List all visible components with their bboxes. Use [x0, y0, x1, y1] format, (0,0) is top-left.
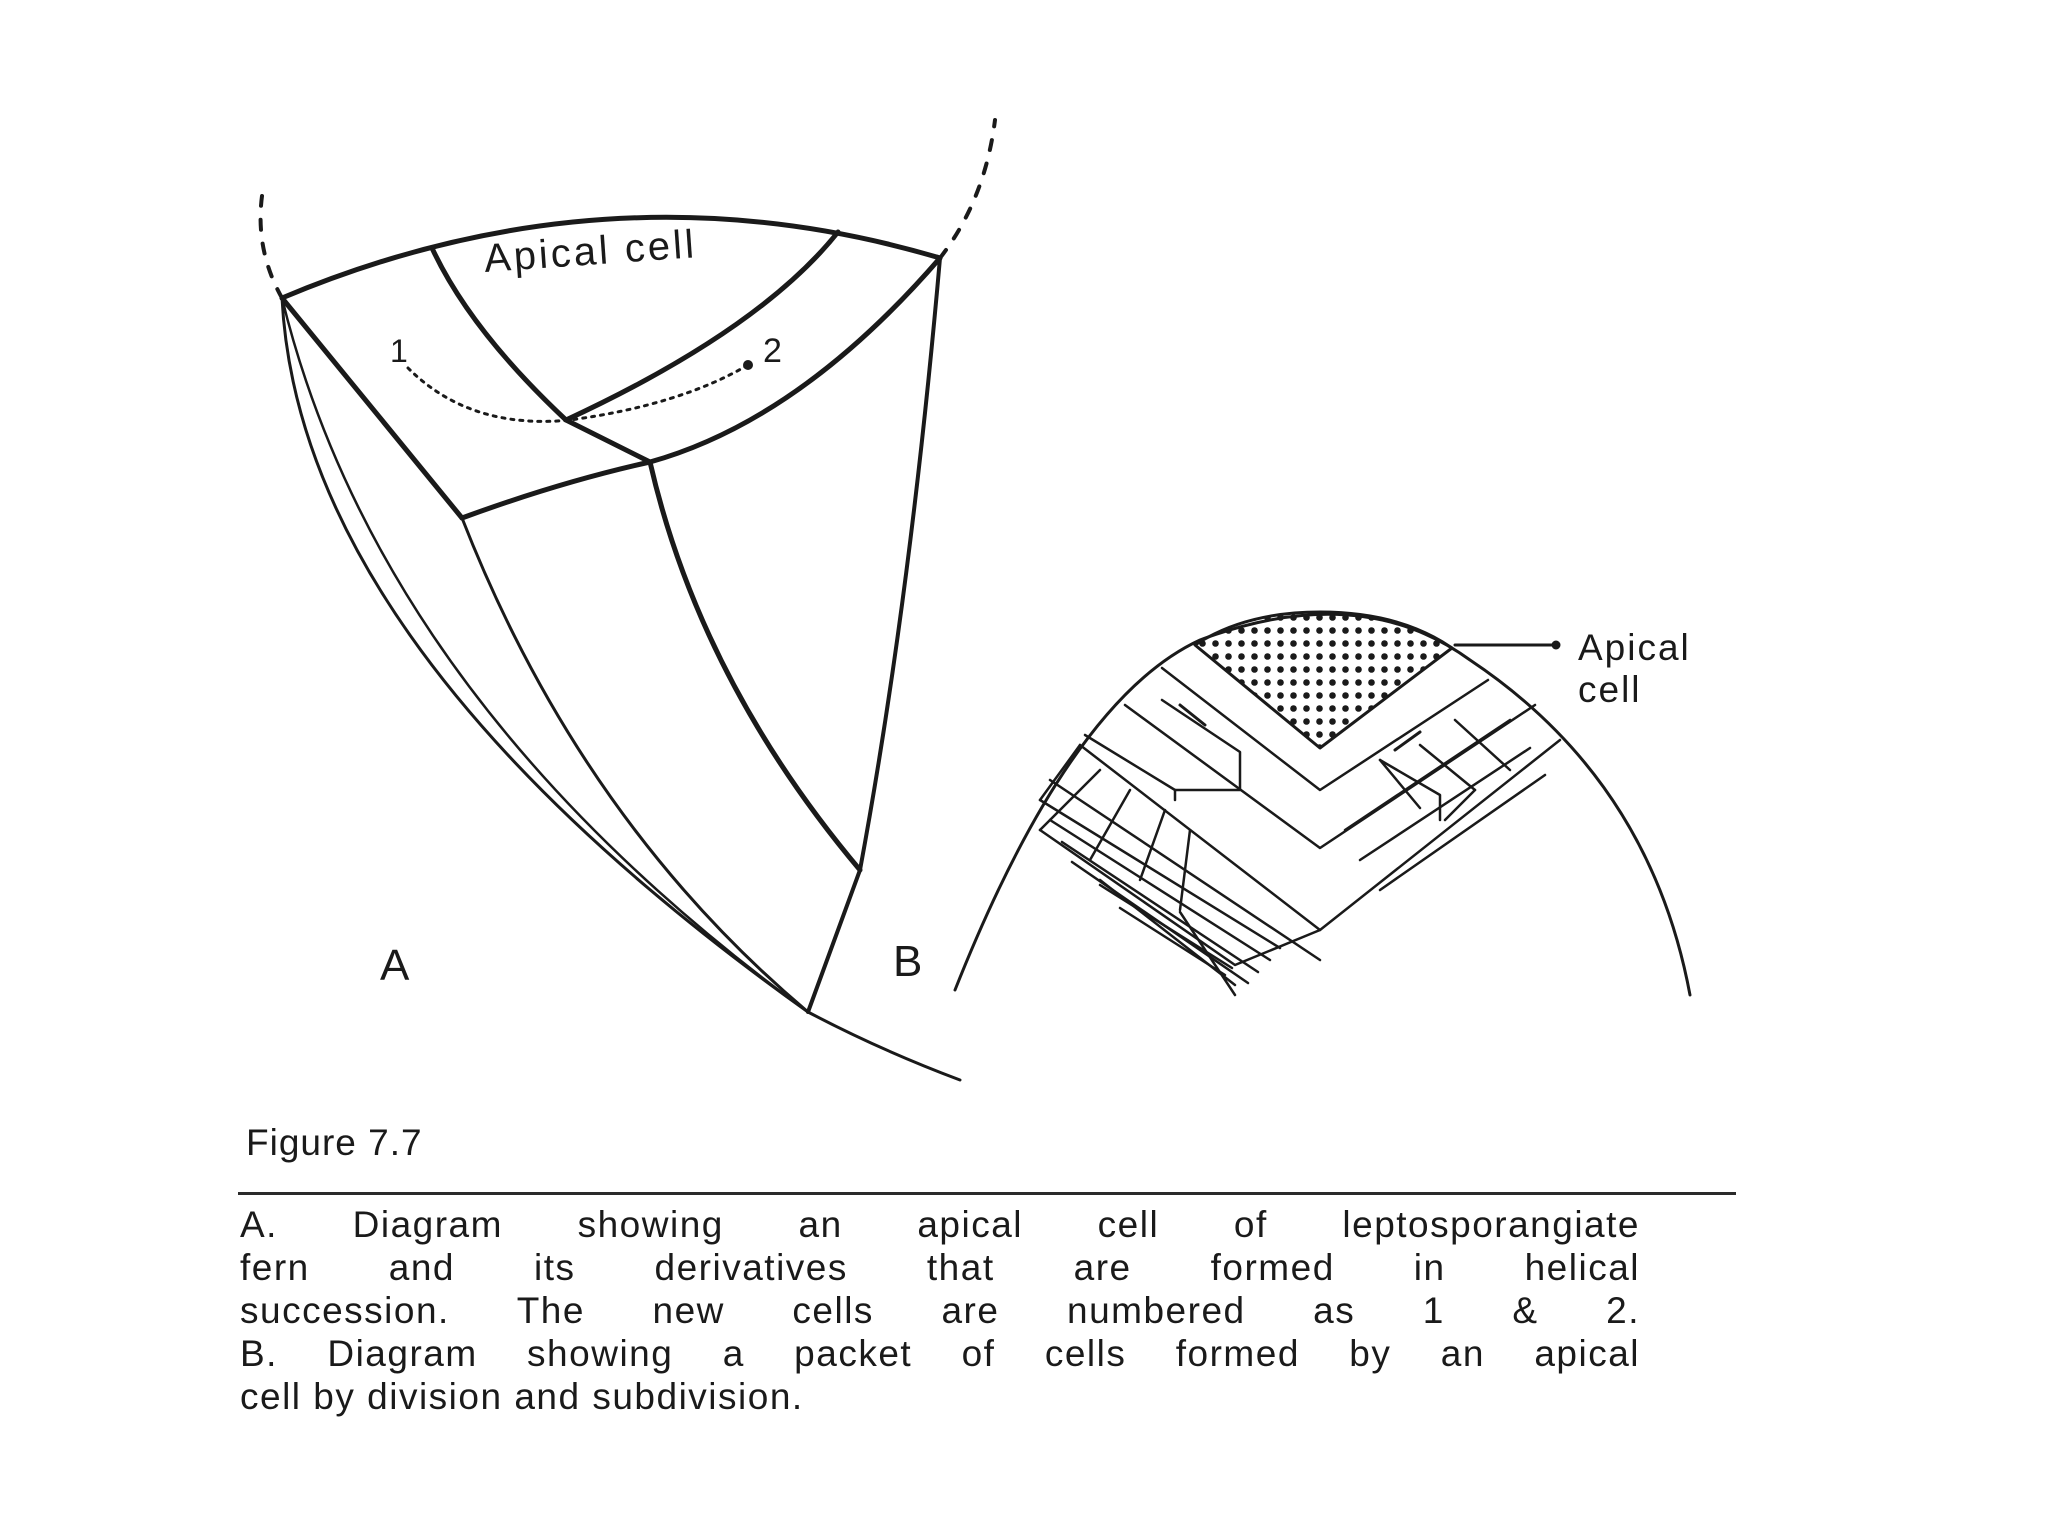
caption-line-2: fern and its derivatives that are formed in helical [240, 1247, 1640, 1288]
outer-surface-dashed-left [261, 196, 282, 298]
apical-pointer-dot [1552, 641, 1561, 650]
marker-2-dot [743, 360, 753, 370]
division-wall-left [432, 248, 650, 462]
apical-cell-label-b-line2: cell [1578, 669, 1642, 710]
caption-line-3: succession. The new cells are numbered as 1 & 2. [240, 1290, 1640, 1331]
left-wall [282, 298, 462, 518]
left-packet-line-3 [1062, 842, 1258, 972]
left-wall-block [1162, 700, 1240, 790]
caption-line-5: cell by division and subdivision. [240, 1376, 804, 1417]
inner-arrow-right [1395, 732, 1420, 750]
diagram-a [261, 120, 995, 1080]
outer-surface-dashed-right [940, 120, 995, 258]
helix-marker-2: 2 [763, 332, 782, 370]
diagram-b [893, 612, 1691, 995]
left-packet-line-5 [1100, 885, 1232, 968]
cone-inner-line [462, 518, 808, 1012]
cone-inner-curve-left [282, 298, 808, 1012]
apical-cell-label-a: Apical cell [482, 222, 699, 281]
left-packet-line-2 [1050, 820, 1270, 960]
central-wall [650, 462, 860, 870]
diagram-b-label: B [893, 937, 923, 986]
caption-line-1: A. Diagram showing an apical cell of leptosporangiate [240, 1204, 1640, 1245]
cone-right-edge [808, 258, 940, 1012]
diagram-a-label: A [380, 941, 410, 990]
apical-cell-label-b-line1: Apical [1578, 627, 1691, 668]
right-packet-corner [1380, 760, 1475, 820]
left-packet-verticals [1040, 770, 1190, 910]
caption-divider [238, 1192, 1736, 1195]
caption-line-4: B. Diagram showing a packet of cells formed by an apical [240, 1333, 1640, 1374]
right-packet-line-1 [1345, 720, 1510, 830]
figure-title: Figure 7.7 [246, 1122, 423, 1163]
helix-marker-1: 1 [390, 333, 408, 369]
